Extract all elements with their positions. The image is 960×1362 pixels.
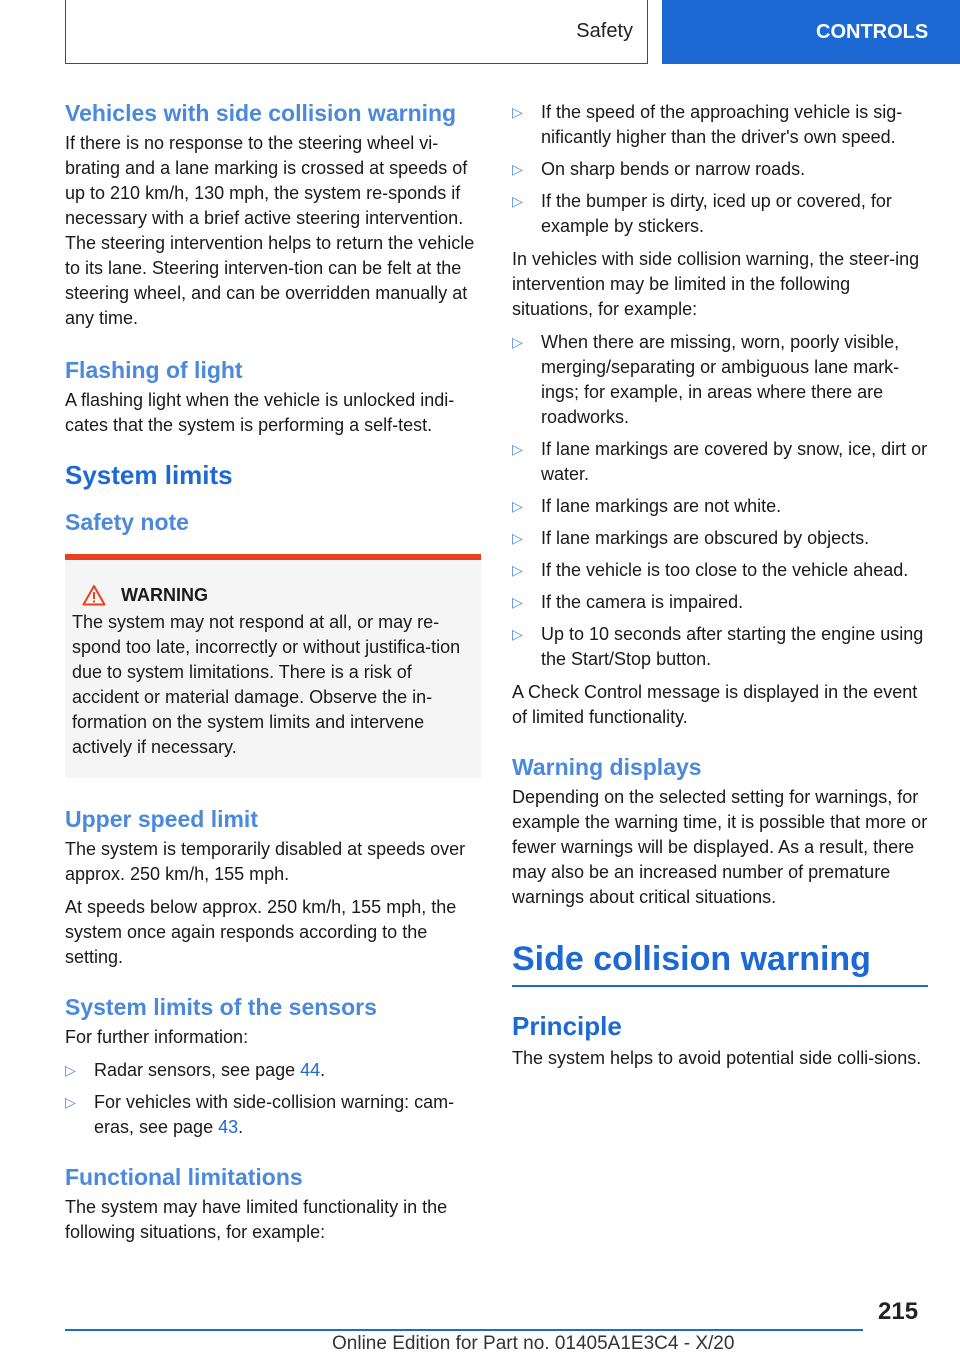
triangle-bullet-icon: ▷ xyxy=(512,594,523,610)
list-item-text: If the vehicle is too close to the vehicle ahead. xyxy=(541,560,909,580)
paragraph-further-info: For further information: xyxy=(65,1027,249,1047)
intervention-limits-list xyxy=(512,330,928,672)
heading-side-collision-vehicles: Vehicles with side collision warning xyxy=(65,100,457,126)
triangle-bullet-icon: ▷ xyxy=(512,626,523,642)
list-item-text: Up to 10 seconds after starting the engine using the Start/Stop button. xyxy=(541,624,924,669)
warning-text: The system may not respond at all, or may re-spond too late, incorrectly or without justifica-tion due to system limitations. There is a risk of accident or material damage. Observe the in-formation on the system limits and intervene actively if necessary. xyxy=(72,612,461,757)
triangle-bullet-icon: ▷ xyxy=(512,161,523,177)
limitations-list xyxy=(512,100,928,239)
list-item xyxy=(512,157,928,182)
warning-triangle-icon xyxy=(82,584,106,606)
right-column xyxy=(512,100,928,1079)
paragraph-principle: The system helps to avoid potential side colli-sions. xyxy=(512,1048,922,1068)
heading-sensor-limits: System limits of the sensors xyxy=(65,994,377,1020)
paragraph-upper-speed-1: The system is temporarily disabled at speeds over approx. 250 km/h, 155 mph. xyxy=(65,839,466,884)
list-item xyxy=(512,100,928,150)
page-number: 215 xyxy=(878,1298,919,1325)
list-item-text: Radar sensors, see page xyxy=(94,1060,301,1080)
warning-label: WARNING xyxy=(121,584,208,605)
list-item: ▷ Radar sensors, see page 44. xyxy=(65,1058,481,1083)
list-item xyxy=(512,558,928,583)
list-item-text: On sharp bends or narrow roads. xyxy=(541,159,806,179)
triangle-bullet-icon: ▷ xyxy=(512,104,523,120)
heading-safety-note: Safety note xyxy=(65,509,189,535)
triangle-bullet-icon: ▷ xyxy=(512,193,523,209)
triangle-bullet-icon: ▷ xyxy=(512,334,523,350)
section-tab xyxy=(65,0,648,64)
footer-divider xyxy=(65,1329,863,1331)
warning-box xyxy=(65,554,481,778)
list-item-text: When there are missing, worn, poorly visible, merging/separating or ambiguous lane mark-ings; for example, in areas where there are roadworks. xyxy=(541,332,900,427)
chapter-title: Side collision warning xyxy=(512,940,928,987)
sensor-list xyxy=(65,1058,481,1140)
list-item-text: If the camera is impaired. xyxy=(541,592,744,612)
paragraph-upper-speed-2: At speeds below approx. 250 km/h, 155 mph, the system once again responds according to the setting. xyxy=(65,897,457,967)
heading-warning-displays: Warning displays xyxy=(512,754,702,780)
left-column xyxy=(65,100,481,1253)
footer-edition: Online Edition for Part no. 01405A1E3C4 - X/20 xyxy=(332,1333,735,1354)
list-item-text: If the bumper is dirty, iced up or covered, for example by stickers. xyxy=(541,191,892,236)
warning-header xyxy=(72,584,471,606)
triangle-bullet-icon: ▷ xyxy=(65,1062,76,1078)
heading-flashing-light: Flashing of light xyxy=(65,357,243,383)
section-label: Safety xyxy=(576,20,633,42)
heading-functional-limitations: Functional limitations xyxy=(65,1164,303,1190)
triangle-bullet-icon: ▷ xyxy=(512,530,523,546)
page-link-radar[interactable]: 44 xyxy=(300,1060,321,1080)
heading-principle: Principle xyxy=(512,1011,622,1041)
list-item xyxy=(512,189,928,239)
paragraph-functional-limitations: The system may have limited functionality in the following situations, for example: xyxy=(65,1197,448,1242)
list-item-text: If lane markings are covered by snow, ice, dirt or water. xyxy=(541,439,928,484)
heading-upper-speed-limit: Upper speed limit xyxy=(65,806,258,832)
triangle-bullet-icon: ▷ xyxy=(512,498,523,514)
list-item-text: For vehicles with side-collision warning: cam-eras, see page xyxy=(94,1092,455,1137)
heading-system-limits: System limits xyxy=(65,460,233,490)
list-item xyxy=(512,437,928,487)
list-item: ▷ For vehicles with side-collision warning: cam-eras, see page 43. xyxy=(65,1092,455,1137)
paragraph-check-control: A Check Control message is displayed in the event of limited functionality. xyxy=(512,682,918,727)
paragraph-warning-displays: Depending on the selected setting for warnings, for example the warning time, it is possible that more or fewer warnings will be displayed. As a result, there may also be an increased number of premature warnings about critical situations. xyxy=(512,787,928,907)
paragraph-intervention-limited: In vehicles with side collision warning, the steer-ing intervention may be limited in the following situations, for example: xyxy=(512,249,920,319)
list-item xyxy=(512,622,928,672)
chapter-label: CONTROLS xyxy=(816,20,929,43)
paragraph-flashing-light: A flashing light when the vehicle is unlocked indi-cates that the system is performing a self-test. xyxy=(65,390,455,435)
list-item-text: If lane markings are obscured by objects. xyxy=(541,528,870,548)
list-item-text: If lane markings are not white. xyxy=(541,496,782,516)
list-item xyxy=(512,330,928,430)
triangle-bullet-icon: ▷ xyxy=(512,562,523,578)
list-item xyxy=(512,494,928,519)
paragraph-side-collision: If there is no response to the steering wheel vi-brating and a lane marking is crossed at speeds of up to 210 km/h, 130 mph, the system re-sponds if necessary with a brief active steering intervention. The steering intervention helps to return the vehicle to its lane. Steering interven-tion can be felt at the steering wheel, and can be overridden manually at any time. xyxy=(65,133,475,328)
list-item xyxy=(512,526,928,551)
triangle-bullet-icon: ▷ xyxy=(65,1094,76,1110)
triangle-bullet-icon: ▷ xyxy=(512,441,523,457)
page-link-cameras[interactable]: 43 xyxy=(218,1117,239,1137)
list-item xyxy=(512,590,928,615)
list-item-text: If the speed of the approaching vehicle is sig-nificantly higher than the driver's own speed. xyxy=(541,102,903,147)
chapter-tab[interactable] xyxy=(662,0,960,64)
